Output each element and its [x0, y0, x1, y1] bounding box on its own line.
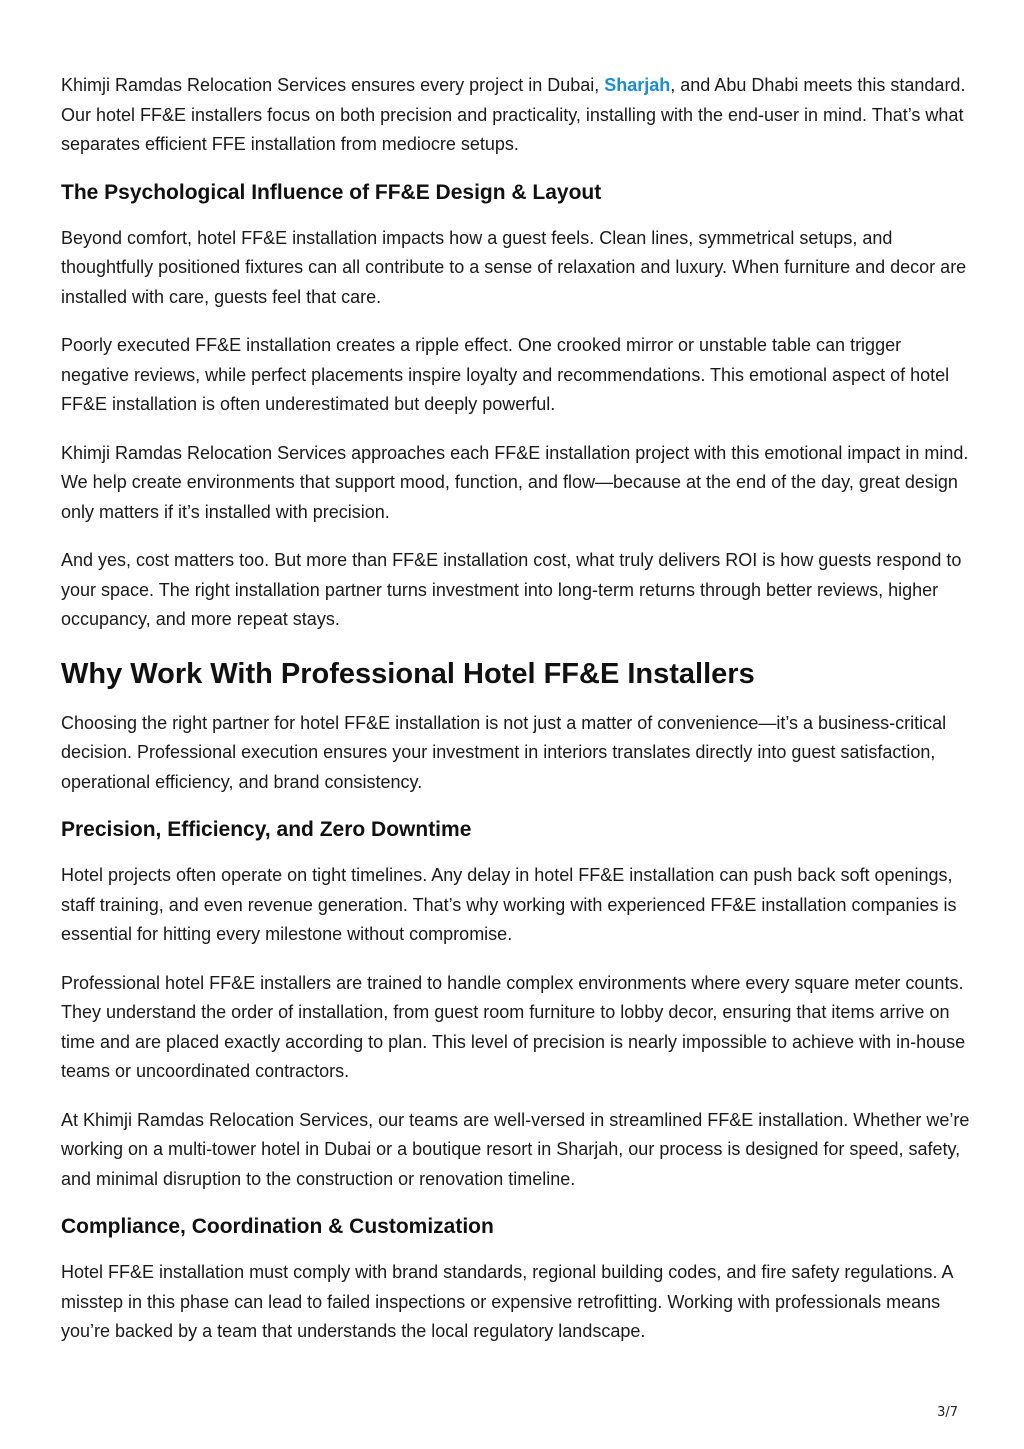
why-section-heading: Why Work With Professional Hotel FF&E Installers [61, 657, 755, 690]
psych-paragraph-4: And yes, cost matters too. But more than FF&E installation cost, what truly delivers ROI is how guests respond to your space. The right installation partner turns investment into long-term returns through better reviews, higher occupancy, and more repeat stays. [61, 550, 962, 629]
compliance-section-heading: Compliance, Coordination & Customization [61, 1215, 494, 1238]
compliance-paragraph-1: Hotel FF&E installation must comply with brand standards, regional building codes, and fire safety regulations. A misstep in this phase can lead to failed inspections or expensive retrofitting. Working with professionals means you’re backed by a team that understands the local regulatory landscape. [61, 1262, 953, 1341]
precision-paragraph-2: Professional hotel FF&E installers are trained to handle complex environments where every square meter counts. They understand the order of installation, from guest room furniture to lobby decor, ensuring that items arrive on time and are placed exactly according to plan. This level of precision is nearly impossible to achieve with in-house teams or uncoordinated contractors. [61, 972, 966, 1081]
precision-paragraph-3: At Khimji Ramdas Relocation Services, our teams are well-versed in streamlined FF&E installation. Whether we’re working on a multi-tower hotel in Dubai or a boutique resort in Sharjah, our process is designed for speed, safety, and minimal disruption to the construction or renovation timeline. [61, 1109, 970, 1189]
intro-paragraph [61, 71, 971, 160]
intro-text-before-link: Khimji Ramdas Relocation Services ensures every project in Dubai, [61, 75, 605, 95]
sharjah-link[interactable]: Sharjah [604, 75, 671, 95]
psych-paragraph-1: Beyond comfort, hotel FF&E installation impacts how a guest feels. Clean lines, symmetrical setups, and thoughtfully positioned fixtures can all contribute to a sense of relaxation and luxury. When furniture and decor are installed with care, guests feel that care. [61, 227, 967, 307]
page-number: 3/7 [937, 1405, 958, 1420]
why-paragraph-1: Choosing the right partner for hotel FF&E installation is not just a matter of convenience—it’s a business-critical decision. Professional execution ensures your investment in interiors translates directly into guest satisfaction, operational efficiency, and brand consistency. [61, 712, 947, 792]
psych-paragraph-3: Khimji Ramdas Relocation Services approaches each FF&E installation project with this emotional impact in mind. We help create environments that support mood, function, and flow—because at the end of the day, great design only matters if it’s installed with precision. [61, 442, 969, 522]
psych-section-heading: The Psychological Influence of FF&E Design & Layout [61, 180, 602, 204]
document-page [61, 71, 971, 1366]
intro-text-after-link: , and Abu Dhabi meets this standard. Our hotel FF&E installers focus on both precision and practicality, installing with the end-user in mind. That’s what separates efficient FFE installation from mediocre setups. [61, 75, 966, 154]
precision-paragraph-1: Hotel projects often operate on tight timelines. Any delay in hotel FF&E installation can push back soft openings, staff training, and even revenue generation. That’s why working with experienced FF&E installation companies is essential for hitting every milestone without compromise. [61, 865, 957, 944]
precision-section-heading: Precision, Efficiency, and Zero Downtime [61, 818, 472, 841]
psych-paragraph-2: Poorly executed FF&E installation creates a ripple effect. One crooked mirror or unstable table can trigger negative reviews, while perfect placements inspire loyalty and recommendations. This emotional aspect of hotel FF&E installation is often underestimated but deeply powerful. [61, 335, 950, 414]
